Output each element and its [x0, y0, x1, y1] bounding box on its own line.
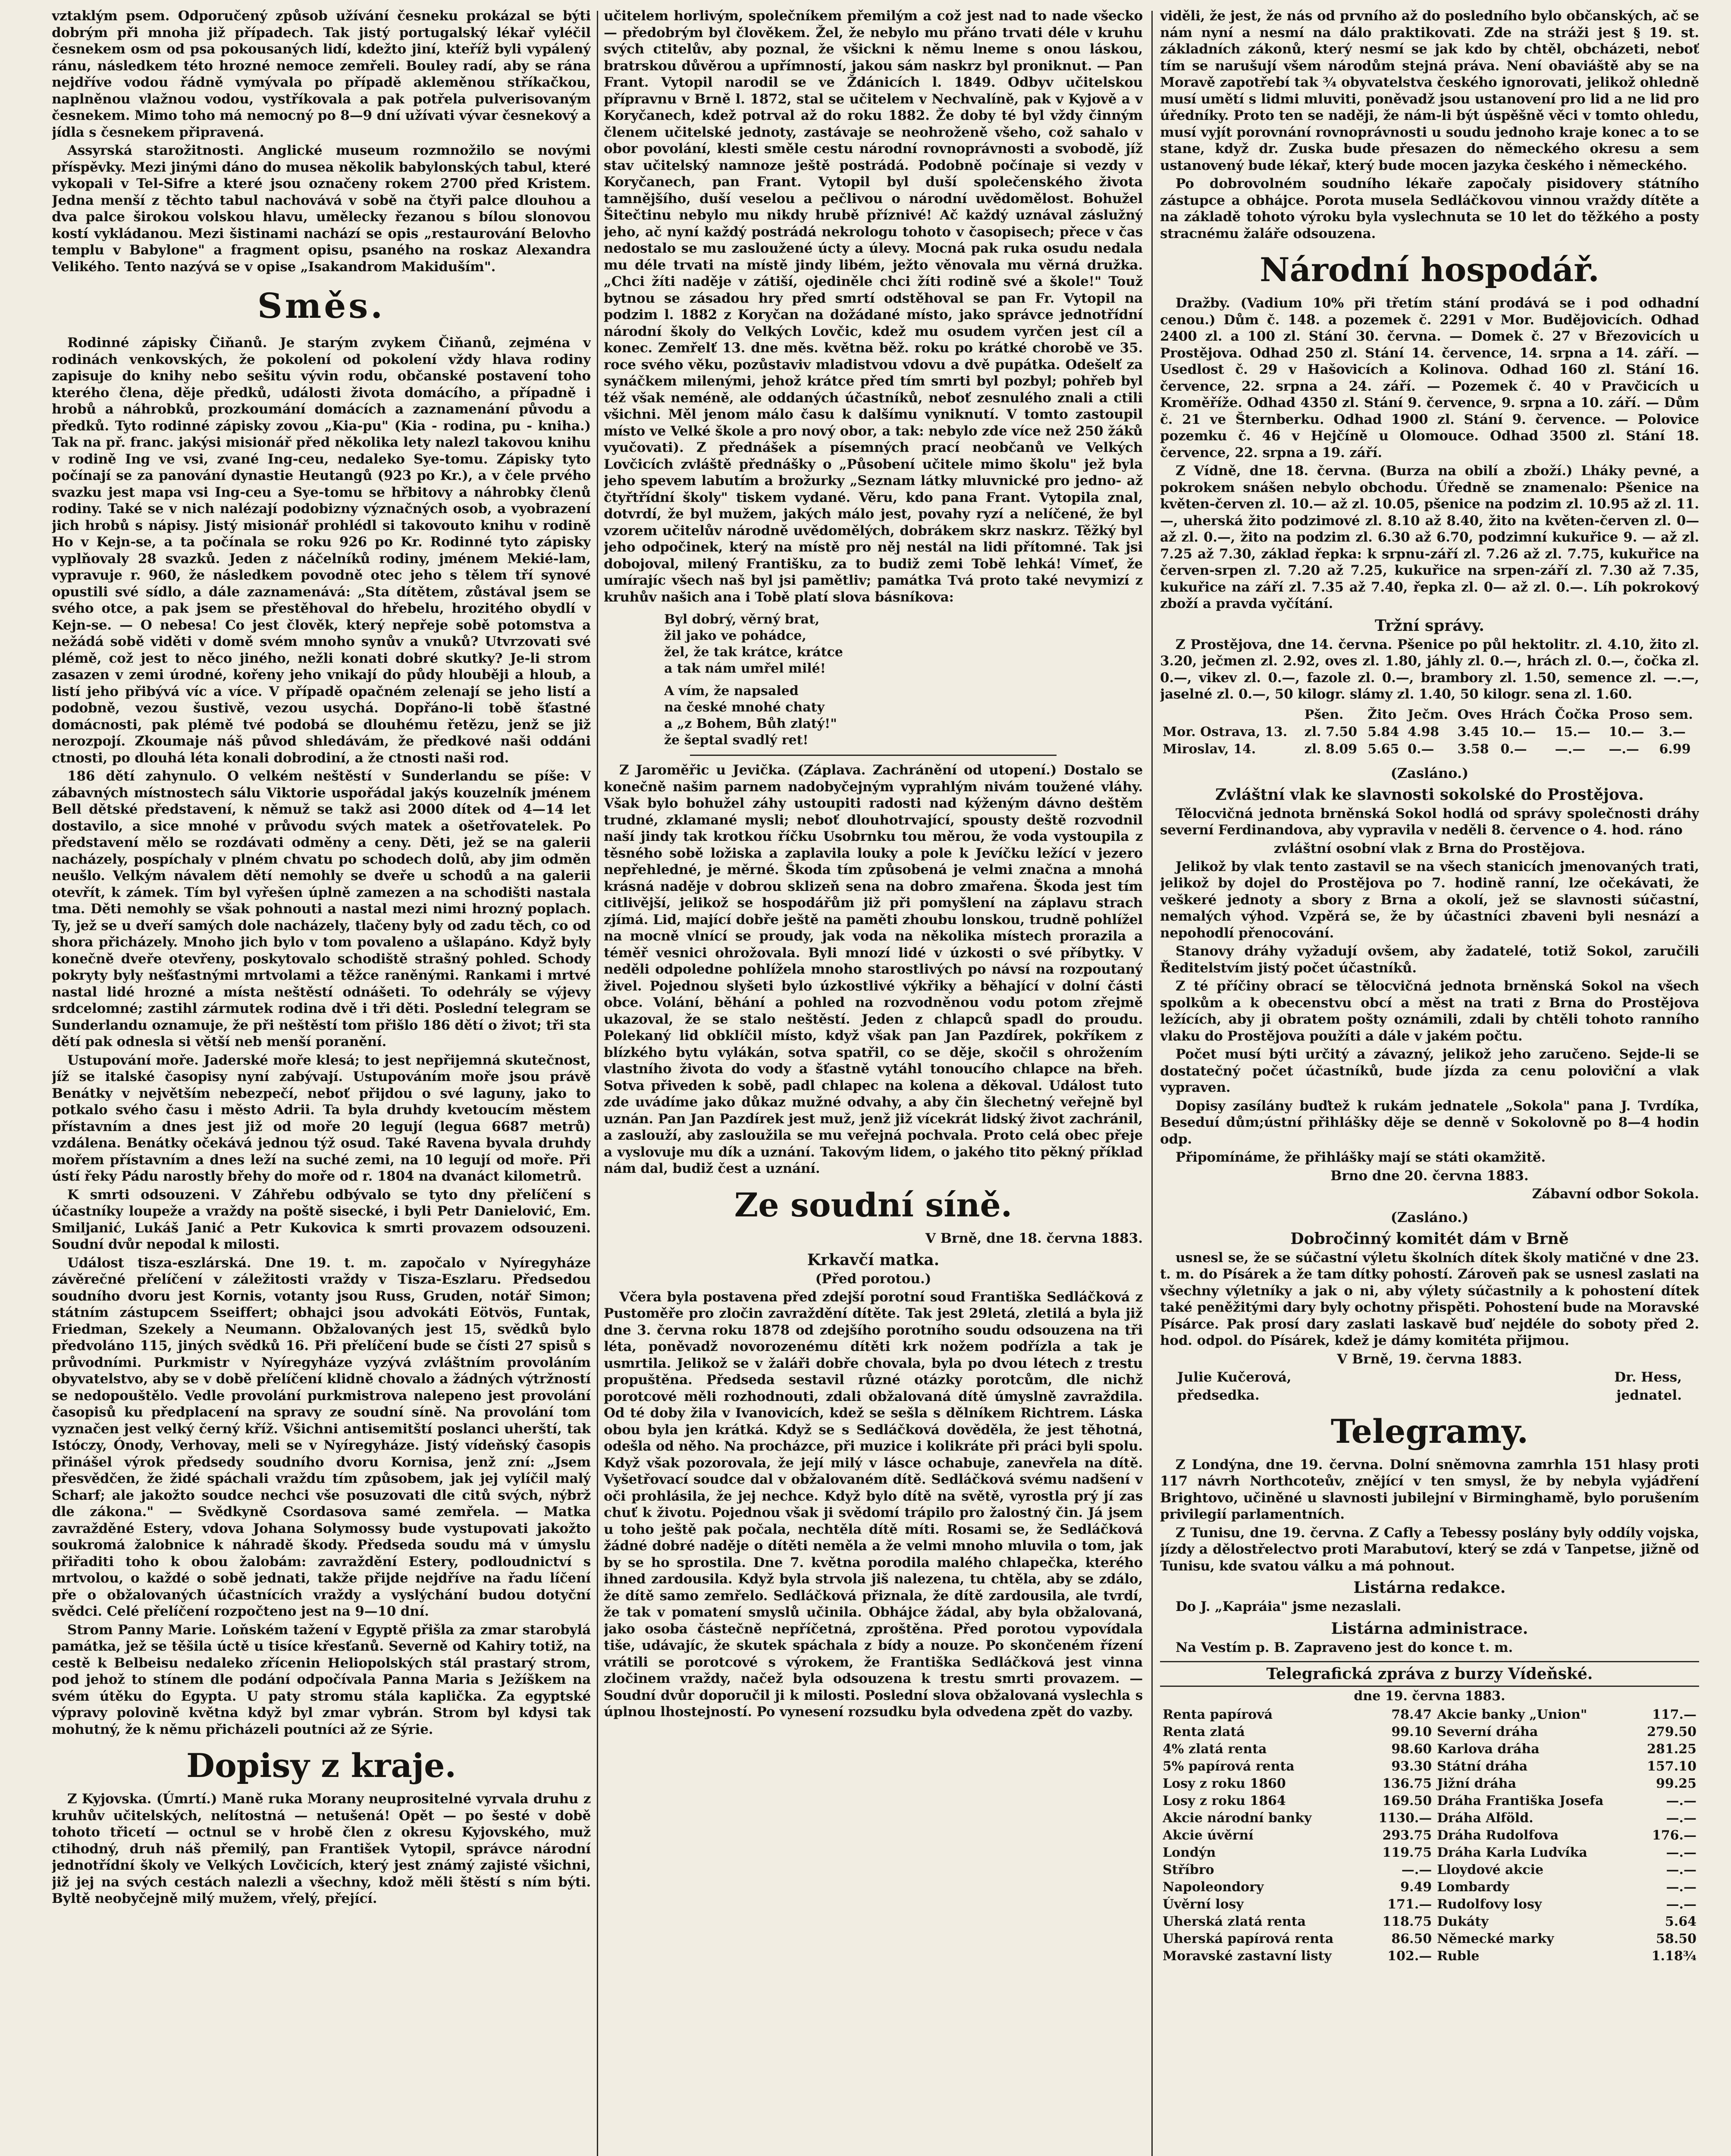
table-cell: 157.10 [1647, 1759, 1697, 1774]
table-header-row [1160, 706, 1699, 724]
table-cell: Miroslav, 14. [1163, 741, 1256, 757]
table-cell: —.— [1666, 1880, 1697, 1895]
table-cell: Akcie úvěrní [1163, 1828, 1254, 1843]
paragraph: Stanovy dráhy vyžadují ovšem, aby žadatelé, totiž Sokol, zaručili Ředitelstvím jistý počet účastníků. [1160, 943, 1699, 976]
table-cell: Dráha Františka Josefa [1437, 1793, 1604, 1808]
table-row [1160, 1741, 1699, 1758]
signature-right-role: jednatel. [1616, 1387, 1682, 1403]
table-cell: 3.45 [1457, 724, 1489, 740]
table-cell: —.— [1666, 1811, 1697, 1826]
column-1 [52, 8, 591, 2156]
paragraph [52, 1052, 591, 1185]
table-cell: 6.99 [1659, 741, 1691, 757]
table-cell: Oves [1457, 707, 1492, 722]
paragraph-text: Jaderské moře klesá; to jest nepřijemná skutečnost, jíž se italské časopisy nyní zabývají. Ustupováním moře jsou právě Benátky v největším nebezpečí, neboť přijdou o své laguny, jako to potkalo svého času i město Adrii. Ta byla druhdy kvetoucím městem přístavním a dnes jest již od moře 20 legují (legua 6687 metrů) vzdálena. Benátky očekává jednou týž osud. Také Ravena byvala druhdy mořem přístavním a dnes leží na suché zemi, na 10 legují od moře. Při ústí řeky Pádu narostly břehy do moře od r. 1804 na dvanáct kilometrů. [52, 1052, 591, 1184]
section-title-listarna-administrace: Listárna administrace. [1331, 1619, 1528, 1638]
table-cell: Dráha Rudolfova [1437, 1828, 1559, 1843]
paragraph: viděli, že jest, že nás od prvního až do posledního bylo občanských, ač se nám nyní a nesmí na dálo praktikovati. Zde na stráži jest § 19. st. základních zákonů, který nesmí se jak kdo by chtěl, obcházeti, neboť tím se narušují všem národům stejná práva. Není obaviáště aby se na Moravě zapotřebí tak ¾ obyvatelstva českého ignorovati, jelikož ohledně musí umětí s lidmi mluviti, poněvadž jsou ustanovení pro lid a ne lid pro úředníky. Proto ten se naději, že nám-li být úspěšně věci v tomto ohledu, musí vyjít porovnání rovnoprávnosti u soudu jednoho kraje konec a to se stane, když dr. Zuska bude přesazen do německého okresu a sem ustanovený bude lékař, který bude mocen jazyka českého i německého. [1160, 8, 1699, 173]
table-cell: —.— [1666, 1897, 1697, 1912]
table-row [1160, 1930, 1699, 1948]
table-cell: Mor. Ostrava, 13. [1163, 724, 1288, 740]
section-title-trzni: Tržní správy. [1375, 616, 1484, 635]
table-cell: Úvěrní losy [1163, 1897, 1244, 1912]
signature-right: Dr. Hess, [1614, 1369, 1682, 1385]
paragraph: Z té příčiny obrací se tělocvičná jednota brněnská Sokol na všech spolkům a k obecenstvu obcí a měst na trati z Brna do Prostějova ležících, aby ji obratem pošty oznámili, zdali by chtěli tohoto ranního vlaku do Prostějova použíti a dále v jakém počtu. [1160, 978, 1699, 1044]
section-title-dopisy: Dopisy z kraje. [186, 1746, 456, 1785]
paragraph-text: O velkém neštěstí v Sunderlandu se píše: V zábavných místnostech sálu Viktorie uspořádal jakýs kouzelník jménem Bell dětské představení, k němuž se takž asi 2000 dítek od 4—14 let dostavilo, a sice mnohé v průvodu svých matek a ošetřovatelek. Po představení mělo se rozdávati odměny a ceny. Děti, jež se na galerii nacházely, pospíchaly v plném chvatu po schodech dolů, aby jim odměn neušlo. Velkým návalem dětí nemohly se dveře u schodů a na galerii otevřít, k zámek. Tím byl vyřešen úplně zamezen a na schodišti nastala tma. Děti nemohly se však pohnouti a nastal mezi nimi hrozný poplach. Ty, jež se u dveří samých dole nacházely, tlačeny byly od zadu těch, co od shora přicházely. Mnoho jich bylo v tom povaleno a ušlapáno. Když byly konečně dveře otevřeny, poskytovalo schodiště strašný pohled. Schody pokryty byly nešťastnými mrtvolami a těžce raněnými. Rankami i mrtvé nastal lidé hrozné a místa neštěstí odnášeti. To odehrály se výjevy srdcelomné; zastihl zármutek rodina dvě i tři děti. Poslední telegram se Sunderlandu oznamuje, že při neštěstí tom přišlo 186 dětí o život; tři sta dětí pak odnesla si větší neb menší poranění. [52, 768, 591, 1050]
table-cell: sem. [1659, 707, 1693, 722]
table-cell: Jižní dráha [1437, 1776, 1517, 1791]
table-cell: 171.— [1387, 1897, 1432, 1912]
table-cell: Renta zlatá [1163, 1724, 1245, 1739]
paragraph [52, 1255, 591, 1620]
table-cell: Lloydové akcie [1437, 1862, 1544, 1877]
table-row [1160, 724, 1699, 741]
table-cell: zl. 8.09 [1304, 741, 1358, 757]
market-report-title: Telegrafická zpráva z burzy Vídeňské. [1160, 1661, 1699, 1687]
paragraph: Tělocvičná jednota brněnská Sokol hodlá od správy společnosti dráhy severní Ferdinandova, aby vypravila v neděli 8. července o 4. hod. ráno [1160, 805, 1699, 838]
signature-left-role: předsedka. [1177, 1387, 1260, 1403]
table-cell: 117.— [1652, 1707, 1697, 1722]
table-cell: 5.64 [1665, 1914, 1697, 1929]
paragraph [52, 1791, 591, 1907]
emphasis-line: zvláštní osobní vlak z Brna do Prostějova. [1273, 840, 1586, 856]
paragraph-text: Anglické museum rozmnožilo se novými příspěvky. Mezi jinými dáno do musea několik babylonských tabul, které vykopali v Tel-Sifre a které jsou označeny rokem 2700 před Kristem. Jedna menší z těchto tabul nachovává v sobě na čtyři palce dlouhou a dva palce širokou volskou hlavu, umělecky řezanou s bílou slonovou kostí vykládanou. Mezi šistinami nachází se opis „restaurování Belovho templu v Babylone" a fragment opisu, psaného na roskaz Alexandra Velikého. Tento nazývá se v opise „Isakandrom Makiduším". [52, 143, 591, 275]
table-cell: 281.25 [1647, 1742, 1697, 1757]
table-cell: Žito [1367, 707, 1397, 722]
section-title-dobrocinny: Dobročinný komitét dám v Brně [1290, 1229, 1569, 1248]
table-cell: Akcie banky „Union" [1437, 1707, 1587, 1722]
table-cell: Dukáty [1437, 1914, 1489, 1929]
table-cell: Rudolfovy losy [1437, 1897, 1542, 1912]
paragraph [604, 762, 1143, 1177]
table-cell: 293.75 [1382, 1828, 1432, 1843]
column-rule [1151, 11, 1153, 2156]
table-cell: Moravské zastavní listy [1163, 1949, 1332, 1964]
table-cell: Losy z roku 1860 [1163, 1776, 1286, 1791]
column-rule [597, 11, 598, 2156]
table-cell: 5.65 [1367, 741, 1399, 757]
table-cell: —.— [1609, 741, 1639, 757]
poem-stanza: Byl dobrý, věrný brat, žil jako ve pohádce, žel, že tak krátce, krátce a tak nám umřel milé! [664, 612, 843, 676]
table-cell: Stříbro [1163, 1862, 1214, 1877]
table-row [1160, 1879, 1699, 1896]
paragraph [52, 1187, 591, 1253]
article-subtitle: (Před porotou.) [815, 1271, 931, 1287]
table-cell: Ruble [1437, 1949, 1480, 1964]
table-cell: 10.— [1609, 724, 1644, 740]
table-cell: —.— [1666, 1845, 1697, 1860]
table-cell: —.— [1401, 1862, 1432, 1877]
section-heading: Událost tisza-eszlárská. [67, 1255, 251, 1271]
table-cell: Čočka [1555, 707, 1599, 722]
paragraph: Včera byla postavena před zdejší porotní soud Františka Sedláčková z Pustoměře pro zločin zavraždění dítěte. Tak jest 29letá, zletilá a byla již dne 3. června roku 1878 od zdejšího porotního soudu odsouzena na tři léta, poněvadž novorozenému dítěti krk nožem podřízla a tak je usmrtila. Jelikož se v žaláři dobře chovala, byla po dvou létech z trestu propuštěna. Předseda sestavil různé otázky porotcům, dle nichž porotcové měli rozhodnouti, zdali obžalovaná dítě úmyslně zavraždila. Od té doby žila v Ivanovicích, kdež se sešla s dělníkem Richtrem. Láska obou byla jen krátká. Když se s Sedláčková dověděla, že jest těhotná, odešla od něho. Na procházce, při muzice i kolikráte při práci byli spolu. Když však pozorovala, že její milý v lásce ochabuje, zanevřela na dítě. Vyšetřovací soudce dal v obžalovaném dítě. Sedláčková svému nadšení v oči prohlásila, že jej nechce. Když bylo dítě na světě, vyrostla prý jí zas chuť k životu. Pojednou však ji svědomí trápilo pro žalostný čin. Já jsem u toho ještě pak počala, nechtěla dítě míti. Rosami se, že Sedláčková žádné dobré naděje o dítěti neměla a že velmi mnoho mluvila o tom, jak by se ho sprostila. Dne 7. května porodila malého chlapečka, kterého ihned zardousila. Když byla strvola jiš nalezena, tu chtěla, aby se zdálo, že dítě samo zemřelo. Sedláčková přiznala, že dítě zardousila, ale tvrdí, že tak v pomatení smyslů učinila. Obhájce žádal, aby byla obžalovaná, jako osoba částečně nepříčetná, zproštěna. Před porotou vypovídala tiše, udávajíc, že skutek spáchala z bídy a nouze. Po skončeném řízení vrátili se porotcové s výrokem, že Františka Sedláčková jest vinna zločinem vraždy, načež byla odsouzena k trestu smrti provazem. — Soudní dvůr doporučil ji k milosti. Poslední slova obžalovaná vyslechla s úplnou lhostejností. Po vynesení rozsudku byla odvedena zpět do vazby. [604, 1289, 1143, 1720]
table-cell: Proso [1609, 707, 1650, 722]
section-title-smes: Směs. [257, 285, 386, 326]
table-row [1160, 1775, 1699, 1792]
section-heading: K smrti odsouzeni. [67, 1187, 220, 1203]
paragraph: Z Tunisu, dne 19. června. Z Cafly a Tebessy poslány byly oddíly vojska, jízdy a dělostřelectvo proti Marabutoví, který se zdá v Tanpetse, jižně od Tunisu, kde svatou válku a má pohnout. [1160, 1525, 1699, 1574]
paragraph: Jelikož by vlak tento zastavil se na všech stanicích jmenovaných trati, jelikož by dojel do Prostějova po 7. hodině ranní, lze očekávati, že veškeré jednoty a sbory z Brna a okolí, jež se slavnosti súčastní, nemalých výhod. Vzpěrá se, že by účastníci zbaveni byli nesnází a nepohodlí přenocování. [1160, 859, 1699, 941]
section-title-narodni-hospodar: Národní hospodář. [1260, 251, 1599, 289]
section-title-soud: Ze soudní síně. [734, 1185, 1013, 1224]
table-cell: 99.10 [1391, 1724, 1432, 1739]
paragraph: usnesl se, že se súčastní výletu školních dítek školy matičné v dne 23. t. m. do Písárek a že tam dítky pohostí. Zároveň pak se usnesl zaslati na všechny výletníky a jak o ni, aby výlety súčastnily a k pohostení dítek také peněžitými dary byly ochotny přispěti. Pohostení bude na Moravské Písárce. Pak prosí dary zaslati laskavě buď nejdéle do soboty před 2. hod. odpol. do Písárek, kdež je dámy komitéta přijmou. [1160, 1250, 1699, 1348]
table-row [1160, 1948, 1699, 1965]
table-cell: Ječm. [1408, 707, 1448, 722]
paragraph: učitelem horlivým, společníkem přemilým a což jest nad to nade všecko — předobrým byl člověkem. Žel, že nebylo mu přáno trvati déle v kruhu svých ctitelův, aby poznal, že všickni k němu lneme s onou láskou, bratrskou důvěrou a upřímností, jakou sám naskrz byl proniknut. — Pan Frant. Vytopil narodil se ve Ždánicích l. 1849. Odbyv učitelskou přípravnu v Brně l. 1872, stal se učitelem v Nechvalíně, pak v Kyjově a v Koryčanech, kdež potrval až do roku 1882. Že doby té byl vždy činným členem učitelské jednoty, zastávaje se neohroženě všeho, což sahalo v obor povolání, klesti směle cestu národní rovnoprávnosti a svobodě, jíž stav učitelský namnoze ještě postrádá. Podobně počínaje si vezdy v Koryčanech, pan Frant. Vytopil byl duší společenského života tamnějšího, duší veselou a pečlivou o národní uvědomělost. Bohužel Šitečtinu nebylo mu nikdy hrubě příznivé! Ač každý uznával záslužný jeho, ač nyní každý postrádá nekrologu tohoto v časopisech; přece v čas nedostalo se mu zasloužené úcty a úlevy. Mocná pak ruka osudu nedala mu déle trvati na místě jindy libém, ježto věnovala mu věrná družka. „Chci žíti naděje v zátiší, ojediněle chci žíti rodině své a škole!" Touž bytnou se zásadou hry před smrtí odstěhoval se pan Fr. Vytopil na podzim l. 1882 z Koryčan na dožádané místo, jako správce jednotřídní národní školy do Velkých Lovčic, kdež mu osudem vyrčen jest cíl a konec. Zemřelť 13. dne měs. května běž. roku po krátké chorobě ve 35. roce svého věku, pozůstaviv mladistvou vdovu a dvě pupátka. Odešelť za synáčkem milenými, jehož krátce před tím smrti byl pozbyl; pohřeb byl též však neméně, ale oddaných účastníků, neboť zesnulého znali a ctili všichni. Měl jenom málo času k dalšímu vyniknutí. V tomto zastoupil místo ve Velké škole a pro nový obor, a tak: nebylo zde více než 250 žáků vyučovati). Z přednášek a písemných prací neobčanů ve Velkých Lovčicích zvláště přednášky o „Působení učitele mimo školu" jež byla jeho spevem labutím a brožurky „Seznam látky mluvnické pro jedno- až čtyřtřídní školy" tiskem vydané. Věru, kdo pana Frant. Vytopila znal, dotvrdí, že byl mužem, jakých málo jest, povahy ryzí a nelíčené, že byl vzorem učitelův národně uvědomělých, dobrákem skrz naskrz. Těžký byl jeho odpočinek, který na místě pro něj nestál na lidi přítomné. Tak jsi dobojoval, milený Františku, za to budiž zemi Tobě lehká! Vímeť, že umírajíc všech naš byl jsi pamětliv; památka Tvá proto také nevymizí z kruhův našich ana i Tobě platí slova básníkova: [604, 8, 1143, 605]
table-cell: —.— [1666, 1793, 1697, 1808]
table-cell: 176.— [1652, 1828, 1697, 1843]
divider [690, 755, 1057, 756]
paragraph: Z Vídně, dne 18. června. (Burza na obilí a zboží.) Lháky pevné, a pokrokem snášen nebylo obchodu. Úředně se znamenalo: Pšenice na květen-červen zl. 10.— až zl. 10.05, pšenice na podzim zl. 10.95 až zl. 11.—, uherská žito podzimové zl. 8.10 až 8.40, žito na květen-červen zl. 0— až zl. 0.—, žito na podzim zl. 6.30 až 6.70, podzimní kukuřice 9. — až zl. 7.25 až 7.30, základ řepka: k srpnu-září zl. 7.26 až zl. 7.75, kukuřice na červen-srpen zl. 7.20 až 7.25, kukuřice na srpen-září zl. 7.30 až 7.35, kukuřice na září zl. 7.35 až 7.40, řepka zl. 0— až zl. 0.—. Líh pokrokový zboží a pravda vyčítání. [1160, 463, 1699, 611]
table-row [1160, 1792, 1699, 1810]
table-cell: 0.— [1500, 741, 1527, 757]
table-cell: 169.50 [1382, 1793, 1432, 1808]
section-title-telegramy: Telegramy. [1330, 1412, 1529, 1451]
table-row [1160, 1724, 1699, 1741]
table-cell: Losy z roku 1864 [1163, 1793, 1286, 1808]
paragraph [52, 768, 591, 1050]
table-cell: 4% zlatá renta [1163, 1742, 1267, 1757]
table-cell: 0.— [1408, 741, 1434, 757]
table-cell: 86.50 [1391, 1931, 1432, 1946]
section-heading: Z Jaroměřic u Jevička. [619, 762, 790, 778]
paragraph: Dopisy zasílány buďtež k rukám jednatele „Sokola" pana J. Tvrdíka, Beseduí dům;ústní přihlášky děje se denně v Sokolovně po 8—4 hodin odp. [1160, 1098, 1699, 1147]
table-cell: Uherská papírová renta [1163, 1931, 1334, 1946]
paragraph [52, 1622, 591, 1738]
table-row [1160, 1706, 1699, 1724]
table-row [1160, 1810, 1699, 1827]
market-table [1160, 706, 1699, 758]
paragraph: Z Prostějova, dne 14. června. Pšenice po půl hektolitr. zl. 4.10, žito zl. 3.20, ječmen zl. 2.92, oves zl. 1.80, jáhly zl. 0.—, hrách zl. 0.—, čočka zl. 0.—, vikev zl. 0.—, fazole zl. 0.—, brambory zl. 1.50, semence zl. —.—, jaselné zl. 0.—, 50 kilogr. slámy zl. 1.40, 50 kilogr. sena zl. 1.60. [1160, 636, 1699, 702]
paragraph: Na Vestím p. B. Zapraveno jest do konce t. m. [1176, 1639, 1513, 1655]
table-cell: Dráha Alföld. [1437, 1811, 1533, 1826]
table-cell: Londýn [1163, 1845, 1216, 1860]
table-cell: 118.75 [1382, 1914, 1432, 1929]
section-heading: Strom Panny Marie. [67, 1622, 216, 1638]
table-cell: 1130.— [1378, 1811, 1432, 1826]
table-cell: Uherská zlatá renta [1163, 1914, 1306, 1929]
paragraph: vztaklým psem. Odporučený způsob užívání česneku prokázal se býti dobrým při mnoha již případech. Tak jistý portugalský lékař vyléčil česnekem osm od psa pokousaných lidí, kdežto jiní, kteříž byli vypálený ránu, následkem této hrozné nemoce zemřeli. Bouley radí, aby se rána nejdříve vodou řádně vymývala po případě akleměnou stříkačkou, naplněnou vlažnou vodou, vystříkovala a pak potřela pulverisovaným česnekem. Mimo toho má nemocný po 8—9 dní užívati vývar česnekový a jídla s česnekem připravená. [52, 8, 591, 140]
paragraph-text: Dne 19. t. m. započalo v Nyíregyháze závěrečné přelíčení v záležitosti vraždy v Tisza-Eszlaru. Předsedou soudního dvoru jest Kornis, votanty jsou Russ, Gruden, notář Simon; státním zástupcem Sseiffert; obhajci jsou advokáti Eötvös, Funtak, Friedman, Szekely a Neumann. Obžalovaných jest 15, svědků bylo předvoláno 115, jiných svědků 16. Při přelíčení bude se čísti 27 spisů s průvodními. Purkmistr v Nyíregyháze vyzývá zvláštním provoláním obyvatelstvo, aby se v době přelíčení klidně chovalo a žádných výtržností se nedopouštělo. Vedle provolání purkmistrova nalepeno jest provolání časopisů ku předplacení na spravy ze soudní síně. Na provolání tom vyznačen jest velký černý kříž. Všichni antisemitští poslanci uherští, tak Istóczy, Ónody, Verhovay, meli se v Nyíregyháze. Jistý vídeňský časopis přinášel výrok předsedy soudního dvoru Kornisa, jenž zní: „Jsem přesvědčen, že židé spáchali vraždu tím způsobem, jak jej vylíčil malý Scharf; ale jakožto soudce nechci vše posuzovati dle citů svých, nýbrž dle zákona." — Svědkyně Csordasova samé zemřela. — Matka zavražděné Estery, vdova Johana Solymossy bude vystupovati jakožto soukromá žalobnice k náhradě škody. Předseda soudu má v úmyslu přiřaditi toho k obou žalobám: zavraždění Estery, podloudnictví s mrtvolou, o každé o sobě jednati, takže přijde nejdříve na řadu líčení pře o obžalovaných účastnících vraždy a vyslýchání budou dotyční svědci. Celé přelíčení rozpočteno jest na 9—10 dní. [52, 1255, 591, 1619]
table-cell: 5% papírová renta [1163, 1759, 1295, 1774]
paragraph: Dražby. (Vadium 10% při třetím stání prodává se i pod odhadní cenou.) Dům č. 148. a pozemek č. 2291 v Mor. Budějovicích. Odhad 2400 zl. a 100 zl. Stání 30. června. — Domek č. 27 v Březovicích u Prostějova. Odhad 250 zl. Stání 14. července, 14. srpna a 14. září. — Usedlost č. 29 v Hašovicích a Kolinova. Odhad 160 zl. Stání 16. července, 22. srpna a 24. září. — Pozemek č. 40 v Pravčicích u Kroměříže. Odhad 4350 zl. Stání 9. července, 9. srpna a 10. září. — Dům č. 21 ve Šternberku. Odhad 1900 zl. Stání 9. července. — Polovice pozemku č. 46 v Hejčíně u Olomouce. Odhad 3500 zl. Stání 18. července, 22. srpna a 19. září. [1160, 295, 1699, 461]
section-heading: Rodinné zápisky Čiňanů. [67, 335, 267, 351]
table-cell: 102.— [1387, 1949, 1432, 1964]
dateline: V Brně, 19. června 1883. [1337, 1351, 1522, 1367]
table-cell: 136.75 [1382, 1776, 1432, 1791]
paragraph: Z Londýna, dne 19. června. Dolní sněmovna zamrhla 151 hlasy proti 117 návrh Northcoteův, znějící v ten smysl, že by nebyla vyjádření Brightovo, učiněné u slavnosti jubilejní v Birminghamě, bylo porušením privilegií parlamentních. [1160, 1457, 1699, 1522]
zaslano-label: (Zasláno.) [1390, 1209, 1469, 1225]
paragraph: Do J. „Kapráia" jsme nezaslali. [1176, 1599, 1402, 1614]
signature-line: Brno dne 20. června 1883. [1330, 1168, 1529, 1184]
column-3 [1160, 8, 1699, 2156]
table-cell: Karlova dráha [1437, 1742, 1540, 1757]
dateline: V Brně, dne 18. června 1883. [925, 1230, 1143, 1246]
table-row [1160, 1913, 1699, 1930]
paragraph: Připomínáme, že přihlášky mají se státi okamžitě. [1176, 1150, 1546, 1165]
section-title-listarna-redakce: Listárna redakce. [1353, 1579, 1506, 1597]
signature-left: Julie Kučerová, [1177, 1369, 1292, 1385]
column-2 [604, 8, 1143, 2156]
table-row [1160, 1758, 1699, 1775]
article-title: Krkavčí matka. [807, 1250, 940, 1269]
table-cell: 99.25 [1656, 1776, 1697, 1791]
table-cell: zl. 7.50 [1304, 724, 1358, 740]
table-cell: Státní dráha [1437, 1759, 1528, 1774]
paragraph-text: V Záhřebu odbývalo se tyto dny přelíčení s účastníky loupeže a vraždy na poště sisecké, i byli Petr Danielović, Em. Smiljanić, Lukáš Janić a Petr Kukovica k smrti provazem odsouzeni. Soudní dvůr nepodal k milosti. [52, 1187, 591, 1252]
table-cell: 9.49 [1400, 1880, 1432, 1895]
table-cell: 98.60 [1391, 1742, 1432, 1757]
paragraph-text: Je starým zvykem Čiňanů, zejména v rodinách venkovských, že pokolení od pokolení vždy hlava rodiny zapisuje do knihy nebo sešitu vývin rodu, občanské postavení toho kterého člena, děje předků, události života domácího, a případně i hrobů a náhrobků, prozkoumání domácích a zaznamenání původu a předků. Tyto rodinné zápisky zovou „Kia-pu" (Kia - rodina, pu - kniha.) Tak na př. franc. jakýsi misionář před několika lety nalezl takovou knihu v rodině Ing ve vsi, zvané Ing-ceu, nedaleko Sye-tomu. Zápisky tyto počínají se za panování dynastie Heutangů (923 po Kr.), a v čele prvého svazku jest mapa vsi Ing-ceu a Sye-tomu se hřbitovy a náhrobky členů rodiny. Také se v nich nalézají podobizny význačných osob, a vyobrazení jich hrobů s nápisy. Jistý misionář prohlédl si takovouto knihu v rodině Ho v Kejn-se, a ta počínala se roku 926 po Kr. Rodinné tyto zápisky vyplňovaly 28 svazků. Jeden z náčelníků rodiny, jménem Mekié-lam, vypravuje r. 960, že následkem povodně otec jeho s tělem tří synové opustili své sídlo, a dále zaznamenává: „Sta dítětem, zůstával jsem se svého otce, a pak jsem se přestěhoval do hřebelu, hrozitého obydlí v Kejn-se. — O nebesa! Co jest člověk, který nepřeje sobě potomstva a nežádá sobě viděti v domě svém mnoho synův a vnuků? Utvrzovati své plémě, což jest to něco jiného, nežli konati dobré skutky? Je-li strom zasazen v zemi úrodné, kořeny jeho vnikají do půdy hlouběji a hloub, a listí jeho přibývá víc a více. V případě opačném zelenají se jeho listí a podobně, vezou šustivě, vezou usychá. Dopřáno-li tobě šťastné domácnosti, pak plémě tvé podobá se dlouhému řetězu, jenž se již nerozpojí. Zkoumaje náš původ shledávám, že předkové naši oddáni ctnosti, po dlouhá léta konali dobrodiní, a že ctnosti naši rod. [52, 335, 591, 766]
table-cell: 3.58 [1457, 741, 1489, 757]
section-heading: Assyrská starožitnosti. [67, 143, 244, 158]
table-cell: 3.— [1659, 724, 1686, 740]
table-cell: Renta papírová [1163, 1707, 1273, 1722]
table-cell: Akcie národní banky [1163, 1811, 1312, 1826]
table-cell: 58.50 [1656, 1931, 1697, 1946]
signature-block [1177, 1387, 1682, 1404]
signature-block [1177, 1369, 1682, 1385]
table-cell: 279.50 [1647, 1724, 1697, 1739]
table-cell [1160, 706, 1302, 724]
signature-line: Zábavní odbor Sokola. [1532, 1186, 1699, 1202]
table-row [1160, 1896, 1699, 1913]
table-cell: 1.18¾ [1651, 1949, 1697, 1964]
paragraph [52, 335, 591, 766]
table-row [1160, 1844, 1699, 1861]
paragraph-text: (Úmrtí.) Maně ruka Morany neuprositelné vyrvala druhu z kruhův učitelských, nelítostná — netušená! Opět — po šesté v době tohoto třicetí — octnul se v hrobě člen z okresu Kyjovského, muž ctihodný, druh náš přemilý, pan František Vytopil, správce národní jednotřídní školy ve Velkých Lovčicích, který jest známý zajisté všichni, již jej na svých cestách nalezli a všechny, kdož měli štěstí s ním býti. Byltě neobyčejně milý mužem, vřelý, přející. [52, 1791, 591, 1906]
table-cell: Pšen. [1304, 707, 1344, 722]
table-row [1160, 741, 1699, 758]
paragraph: Počet musí býti určitý a závazný, jelikož jeho zaručeno. Sejde-li se dostatečný počet účastníků, bude jízda za cenu poloviční a vlak vypraven. [1160, 1047, 1699, 1095]
table-cell: Lombardy [1437, 1880, 1509, 1895]
table-cell: 93.30 [1391, 1759, 1432, 1774]
table-cell: Hrách [1500, 707, 1546, 722]
paragraph-text: (Záplava. Zachránění od utopení.) Dostalo se konečně našim parnem nadobyčejným vyprahlým nivám toužené vláhy. Však bylo bohužel záhy ustoupiti radosti nad kýženým dávno deštěm trudné, zklamané mysli; neboť dlouhotrvající, spousty deště rozvodnil naší jindy tak krotkou říčku Usobrnku tou měrou, že voda vystoupila z těsného sobě ložiska a zaplavila louky a pole k Jevíčku ležící v jezero nepřehledné, je měrné. Škoda tím způsobená je velmi značna a mnohá krásná naděje v dobrou sklizeň sena na dobro zmařena. Škoda jest tím citlivější, jelikož se hospodářům již při pomyšlení na záplavu strach zjímá. Lid, mající dobře ještě na paměti zhoubu lonskou, trudně pohlížel na mocně vlnící se proudy, jak voda na několika místech prorazila a téměř vesnici ohrožovala. Byli mnozí lidé v úzkosti o své příbytky. V neděli odpoledne pohlížela mnoho starostlivých po návsí na rozpoutaný živel. Pojednou slyšeti bylo úzkostlivé výkřiky a běhající v dolní části obce. Volání, běhání a pohled na rozvodněnou vodu potom zřejmě ukazoval, že se stalo neštěstí. Jeden z chlapců spadl do proudu. Polekaný lid obklíčil místo, když však pan Jan Pazdírek, pokříkem z blízkého bytu vylákán, sotva spatřil, co se děje, skočil s ohrožením vlastního života do vody a šťastně vytáhl tonoucího chlapce na břeh. Sotva přiveden k sobě, padl chlapec na kolena a děkoval. Událost tuto zde uvádíme jako důkaz mužné odvahy, a aby čin šlechetný veřejně byl uznán. Pan Jan Pazdírek jest muž, jenž již vícekrát lidský život zachránil, a zaslouží, aby zasloužila se mu veřejná pochvala. Proto celá obec přeje a vyslovuje mu dík a uznání. Takovým lidem, o jakého tito pěkný příklad nám dal, budiž čest a uznání. [604, 762, 1143, 1176]
table-cell: 78.47 [1391, 1707, 1432, 1722]
zaslano-label: (Zasláno.) [1390, 765, 1469, 781]
section-heading: 186 dětí zahynulo. [67, 768, 216, 784]
market-report-date: dne 19. června 1883. [1354, 1689, 1505, 1704]
table-cell: 10.— [1500, 724, 1536, 740]
paragraph-text: Loňském tažení v Egyptě přišla za zmar starobylá památka, jež se těšila úctě u tisíce křesťanů. Severně od Kahiry totiž, na cestě k Belbeisu nedaleko zřícenin Heliopolských stál prastarý strom, pod jehož to stínem dle podání odpočívala Panna Maria s Ježíškem na svém útěku do Egypta. U paty stromu stála kaplička. Za egyptské výpravy polovině května když byl zmar vybrán. Strom byl kdysi tak mohutný, že k němu přicházeli poutníci až ze Sýrie. [52, 1622, 591, 1737]
table-cell: 4.98 [1408, 724, 1439, 740]
table-cell: 15.— [1555, 724, 1590, 740]
table-cell: —.— [1555, 741, 1586, 757]
table-cell: —.— [1666, 1862, 1697, 1877]
table-cell: Německé marky [1437, 1931, 1554, 1946]
table-row [1160, 1827, 1699, 1844]
section-heading: Z Kyjovska. [67, 1791, 152, 1807]
paragraph [52, 142, 591, 275]
table-cell: 5.84 [1367, 724, 1399, 740]
section-heading: Ustupování moře. [67, 1052, 199, 1068]
table-cell: 119.75 [1382, 1845, 1432, 1860]
table-row [1160, 1861, 1699, 1879]
table-cell: Severní dráha [1437, 1724, 1538, 1739]
section-title-vlak: Zvláštní vlak ke slavnosti sokolské do Prostějova. [1215, 785, 1644, 804]
table-cell: Dráha Karla Ludvíka [1437, 1845, 1587, 1860]
poem-stanza: A vím, že napsaled na české mnohé chaty a „z Bohem, Bůh zlatý!" že šeptal svadlý ret! [664, 683, 837, 748]
table-cell: Napoleondory [1163, 1880, 1264, 1895]
exchange-table [1160, 1706, 1699, 1965]
paragraph: Po dobrovolném soudního lékaře započaly pisidovery státního zástupce a obhájce. Porota musela Sedláčkovou vinnou vraždy dítěte a na základě tohoto výroku byla vyslechnuta se 10 let do těžkého a posty stracnému žaláře odsouzena. [1160, 176, 1699, 241]
